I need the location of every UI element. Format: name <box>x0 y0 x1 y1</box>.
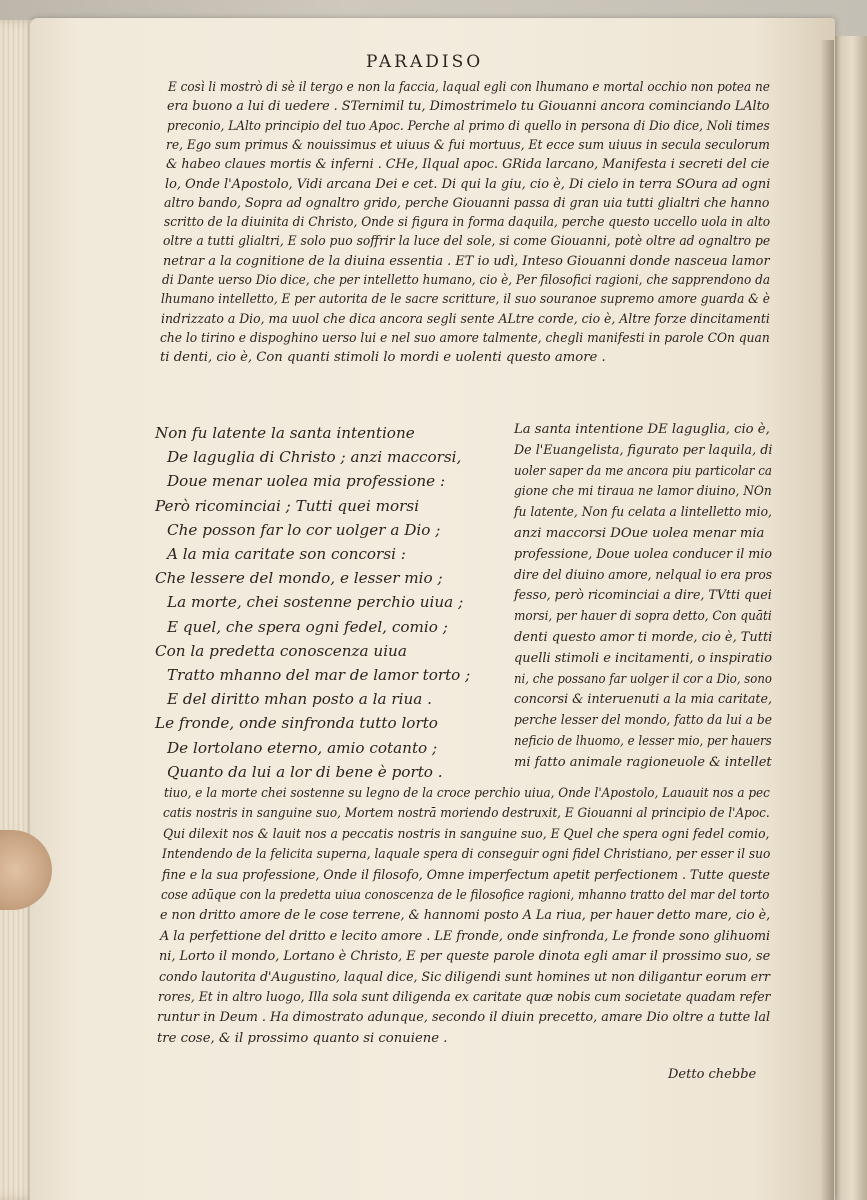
closing-line: runtur in Deum . Ha dimostrato adunque, secondo il diuin precetto, amare Dio oltre a tutte lal <box>157 1010 771 1026</box>
verse-line: E del diritto mhan posto a la riua . <box>167 690 432 709</box>
verse-line: De lortolano eterno, amio cotanto ; <box>167 738 438 757</box>
gloss-line: La santa intentione DE laguglia, cio è, <box>514 422 770 437</box>
verse-line: A la mia caritate son concorsi : <box>167 545 406 563</box>
intro-line: altro bando, Sopra ad ognaltro grido, perche Giouanni passa di gran uia tutti glialtri che hanno <box>164 195 770 211</box>
verse-line: Doue menar uolea mia professione : <box>167 472 446 491</box>
gloss-line: fu latente, Non fu celata a lintelletto mio, <box>514 505 772 521</box>
intro-line: scritto de la diuinita di Christo, Onde si figura in forma daquila, perche questo uccello uola in alto <box>164 215 771 231</box>
verse-line: Le fronde, onde sinfronda tutto lorto <box>155 714 438 733</box>
closing-line: condo lautorita d'Augustino, laqual dice, Sic diligendi sunt homines ut non diligantur eorum err <box>159 969 771 985</box>
closing-line: fine e la sua professione, Onde il filosofo, Omne imperfectum apetit perfectionem . Tutte queste <box>162 867 770 883</box>
verse-line: E quel, che spera ogni fedel, comio ; <box>167 617 448 636</box>
gloss-line: uoler saper da me ancora piu particolar ca <box>514 463 772 479</box>
closing-line: Qui dilexit nos & lauit nos a peccatis nostris in sanguine suo, E Quel che spera ogni fedel comio, <box>163 826 770 842</box>
intro-line: netrar a la cognitione de la diuina essentia . ET io udì, Inteso Giouanni donde nasceua lamor <box>163 253 770 269</box>
intro-line: che lo tirino e dispoghino uerso lui e nel suo amore talmente, chegli manifesti in parole COn quan <box>160 330 770 346</box>
verse-line: La morte, chei sostenne perchio uiua ; <box>167 593 464 612</box>
closing-line: A la perfettione del dritto e lecito amore . LE fronde, onde sinfronda, Le fronde sono glihuomi <box>160 928 771 944</box>
closing-line: ni, Lorto il mondo, Lortano è Christo, E per queste parole dinota egli amar il prossimo suo, se <box>159 949 771 965</box>
intro-line: & habeo claues mortis & inferni . CHe, Ilqual apoc. GRida larcano, Manifesta i secreti del cie <box>166 157 770 173</box>
catchword: Detto chebbe <box>668 1067 757 1082</box>
gloss-line: concorsi & interuenuti a la mia caritate, <box>514 692 772 708</box>
intro-line: indrizzato a Dio, ma uuol che dica ancora segli sente ALtre corde, cio è, Altre forze dincitamenti <box>161 311 770 327</box>
closing-line: catis nostris in sanguine suo, Mortem nostrā moriendo destruxit, E Giouanni al principio de l'Apoc. <box>163 806 770 822</box>
intro-line: di Dante uerso Dio dice, che per intelletto humano, cio è, Per filosofici ragioni, che sapprendono da <box>162 273 771 288</box>
gloss-line: perche lesser del mondo, fatto da lui a be <box>514 713 773 729</box>
closing-line: Intendendo de la felicita superna, laquale spera di conseguir ogni fidel Christiano, per esser il suo <box>162 847 771 863</box>
gloss-line: De l'Euangelista, figurato per laquila, di <box>514 442 773 458</box>
gloss-line: fesso, però ricominciai a dire, TVtti quei <box>514 588 772 604</box>
running-header: PARADISO <box>366 52 484 72</box>
gloss-line: denti questo amor ti morde, cio è, Tutti <box>514 630 773 645</box>
verse-line: Però ricominciai ; Tutti quei morsi <box>155 496 420 515</box>
verse-line: Che lessere del mondo, e lesser mio ; <box>155 569 443 588</box>
intro-line: lo, Onde l'Apostolo, Vidi arcana Dei e cet. Di qui la giu, cio è, Di cielo in terra SOura ad ogni <box>165 176 771 192</box>
gloss-line: mi fatto animale ragioneuole & intellet <box>514 754 772 770</box>
closing-line: e non dritto amore de le cose terrene, & hannomi posto A La riua, per hauer detto mare, cio è, <box>160 908 771 924</box>
closing-line: cose adūque con la predetta uiua conoscenza de le filosofice ragioni, mhanno tratto del mar del torto <box>161 888 770 903</box>
verse-line: Tratto mhanno del mar de lamor torto ; <box>167 666 471 684</box>
verse-line: Con la predetta conoscenza uiua <box>155 641 407 660</box>
intro-line: lhumano intelletto, E per autorita de le sacre scritture, il suo souranoe supremo amore guarda & è <box>161 292 770 308</box>
page-stack-right <box>830 36 867 1200</box>
intro-line: E così li mostrò di sè il tergo e non la faccia, laqual egli con lhumano e mortal occhio non potea ne <box>168 80 770 95</box>
verse-line: Che posson far lo cor uolger a Dio ; <box>167 520 441 539</box>
gloss-line: neficio de lhuomo, e lesser mio, per hauers <box>514 734 772 749</box>
closing-line: rores, Et in altro luogo, Illa sola sunt diligenda ex caritate quæ nobis cum societate quadam refer <box>158 990 771 1005</box>
intro-line: oltre a tutti glialtri, E solo puo soffrir la luce del sole, si come Giouanni, potè oltre ad ognaltro pe <box>163 234 771 250</box>
gloss-line: anzi maccorsi DOue uolea menar mia <box>514 526 765 541</box>
gloss-line: professione, Doue uolea conducer il mio <box>514 546 772 562</box>
gloss-line: dire del diuino amore, nelqual io era pros <box>514 567 773 583</box>
gloss-line: gione che mi tiraua ne lamor diuino, NOn <box>514 484 772 500</box>
closing-line: tre cose, & il prossimo quanto si conuiene . <box>157 1030 448 1046</box>
intro-line: re, Ego sum primus & nouissimus et uiuus & fui mortuus, Et ecce sum uiuus in secula seculorum <box>166 137 770 153</box>
gloss-line: quelli stimoli e incitamenti, o inspiratio <box>514 650 773 666</box>
gutter-shadow <box>820 40 834 1200</box>
verse-line: Quanto da lui a lor di bene è porto . <box>167 762 443 781</box>
verse-line: Non fu latente la santa intentione <box>155 424 415 442</box>
verse-line: De laguglia di Christo ; anzi maccorsi, <box>167 448 462 467</box>
intro-line: preconio, LAlto principio del tuo Apoc. Perche al primo di quello in persona di Dio dice, Noli times <box>167 118 770 134</box>
intro-line: ti denti, cio è, Con quanti stimoli lo mordi e uolenti questo amore . <box>160 350 606 366</box>
closing-line: tiuo, e la morte chei sostenne su legno de la croce perchio uiua, Onde l'Apostolo, Lauauit nos a pec <box>164 786 770 801</box>
gloss-line: morsi, per hauer di sopra detto, Con quāti <box>514 609 772 625</box>
gloss-line: ni, che possano far uolger il cor a Dio, sono <box>514 671 772 687</box>
intro-line: era buono a lui di uedere . STernimil tu, Dimostrimelo tu Giouanni ancora cominciando LAlto <box>167 99 770 115</box>
